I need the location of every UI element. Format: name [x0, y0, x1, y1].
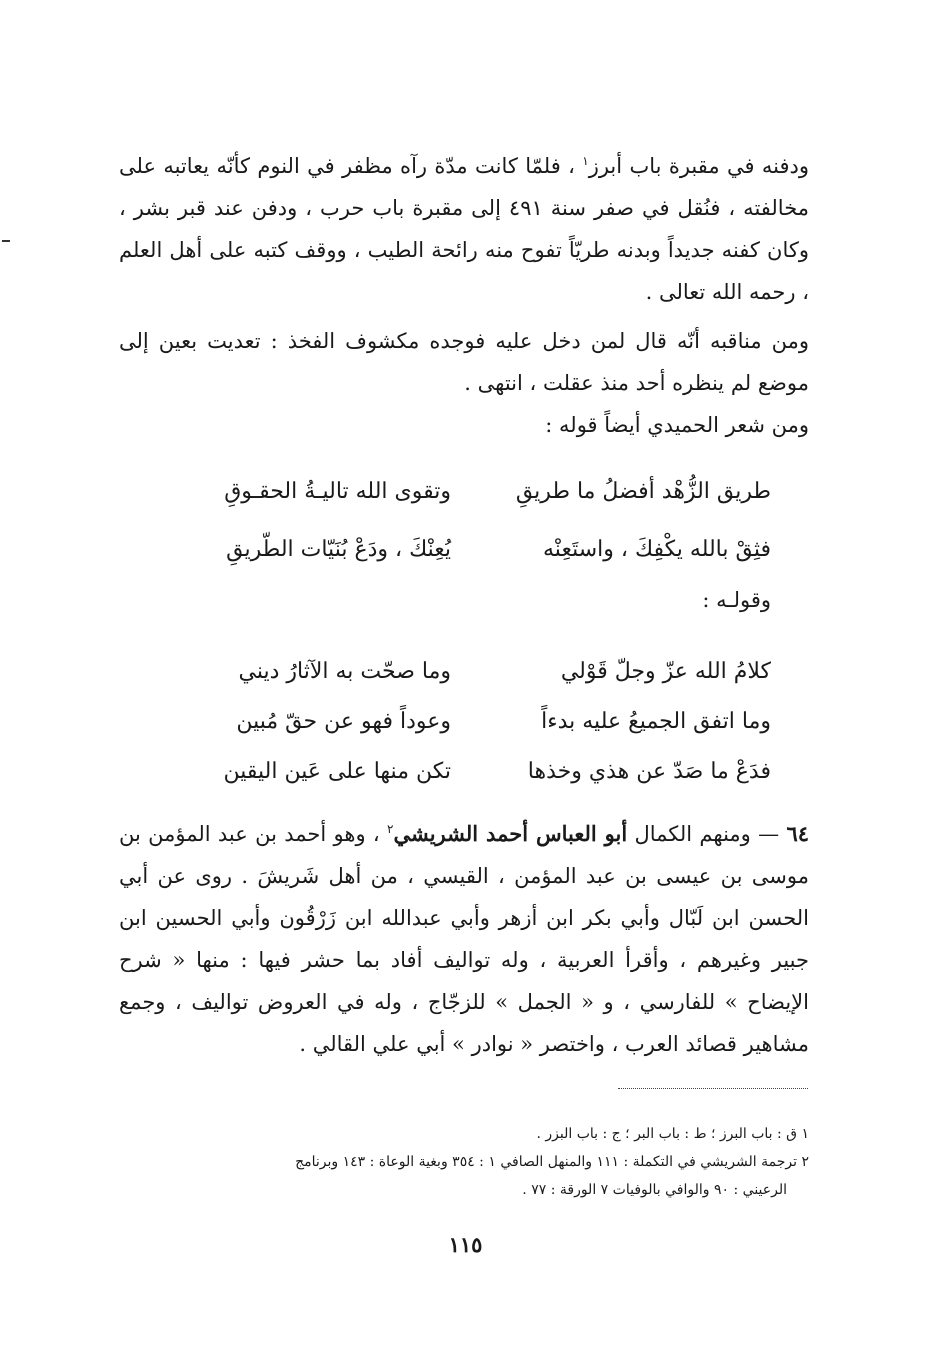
hemistich-first: كلامُ الله عزّ وجلّ قَوْلي: [560, 658, 771, 684]
poem-intro-1: [119, 404, 809, 446]
paragraph-text-cont: ، فلمّا كانت مدّة رآه مظفر في النوم كأنّه يعاتبه على مخالفته ، فنُقل في صفر سنة ٤٩١ إلى مقبرة باب حرب ، ودفن عند قبر بشر ، وكان كفنه جديداً وبدنه طريّاً تفوح منه رائحة الطيب ، ووقف كتبه على أهل العلم ، رحمه الله تعالى .: [119, 154, 810, 304]
paragraph-virtues: [119, 320, 809, 404]
verse-line: [151, 646, 771, 696]
verse-line: [151, 462, 771, 520]
verse-line: [151, 696, 771, 746]
verse-line: [151, 520, 771, 578]
entry-name: أبو العباس أحمد الشريشي: [393, 821, 628, 846]
margin-mark: [2, 240, 10, 242]
paragraph-text: ومن شعر الحميدي أيضاً قوله :: [545, 413, 809, 437]
hemistich-second: وما صحّت به الآثارُ ديني: [238, 658, 451, 684]
hemistich-first: وما اتفق الجميعُ عليه بدءاً: [541, 708, 771, 734]
hemistich-second: تكن منها على عَين اليقين: [223, 758, 451, 784]
poem-1: [151, 462, 771, 578]
hemistich-second: وعوداً فهو عن حقّ مُبين: [236, 708, 451, 734]
footnote-1: ١ ق : باب البرز ؛ ط : باب البر ؛ ج : باب البزر .: [536, 1126, 809, 1142]
entry-text: ، وهو أحمد بن عبد المؤمن بن موسى بن عيسى بن عبد المؤمن ، القيسي ، من أهل شَريشَ . روى عن أبي الحسن ابن لَبّال وأبي بكر ابن أزهر وأبي عبدالله ابن زَرْقُون وأبي الحسين ابن جبير وغيرهم ، وأقرأ العربية ، وله تواليف أفاد بما حشر فيها : منها « شرح الإيضاح » للفارسي ، و « الجمل » للزجّاج ، وله في العروض تواليف ، وجمع مشاهير قصائد العرب ، واختصر « نوادر » أبي علي القالي .: [119, 822, 809, 1056]
page-number: ١١٥: [448, 1232, 483, 1257]
footnote-2: [119, 1148, 809, 1204]
footnote-2-line-2: الرعيني : ٩٠ والوافي بالوفيات ٧ الورقة : ٧٧ .: [522, 1182, 787, 1198]
poem-intro-2: وقولـه :: [702, 588, 771, 612]
paragraph-text: ودفنه في مقبرة باب أبرز: [588, 154, 809, 178]
hemistich-second: يُعِنْكَ ، ودَعْ بُنَيّات الطّريقِ: [226, 536, 451, 562]
footnote-2-line-1: ٢ ترجمة الشريشي في التكملة : ١١١ والمنهل الصافي ١ : ٣٥٤ وبغية الوعاة : ١٤٣ وبرنامج: [295, 1154, 809, 1170]
footnote-separator: [618, 1088, 808, 1089]
hemistich-first: طريق الزُّهْد أفضلُ ما طريقِ: [515, 478, 771, 504]
hemistich-first: فدَعْ ما صَدّ عن هذي وخذها: [527, 758, 771, 784]
hemistich-first: فثِقْ بالله يكْفِكَ ، واستَعِنْه: [543, 536, 771, 562]
footnote-ref-2[interactable]: ٢: [387, 822, 394, 836]
biography-entry-64: [119, 808, 809, 1065]
paragraph-burial: [119, 140, 809, 313]
paragraph-text: ومن مناقبه أنّه قال لمن دخل عليه فوجده مكشوف الفخذ : تعديت بعين إلى موضع لم ينظره أحد منذ عقلت ، انتهى .: [119, 329, 809, 395]
entry-lead: — ومنهم الكمال: [627, 822, 787, 846]
verse-line: [151, 746, 771, 796]
poem-2: [151, 646, 771, 796]
hemistich-second: وتقوى الله تاليـةُ الحقـوقِ: [224, 478, 451, 504]
entry-number: ٦٤: [786, 821, 810, 846]
footnote-ref-1[interactable]: ١: [582, 154, 589, 168]
